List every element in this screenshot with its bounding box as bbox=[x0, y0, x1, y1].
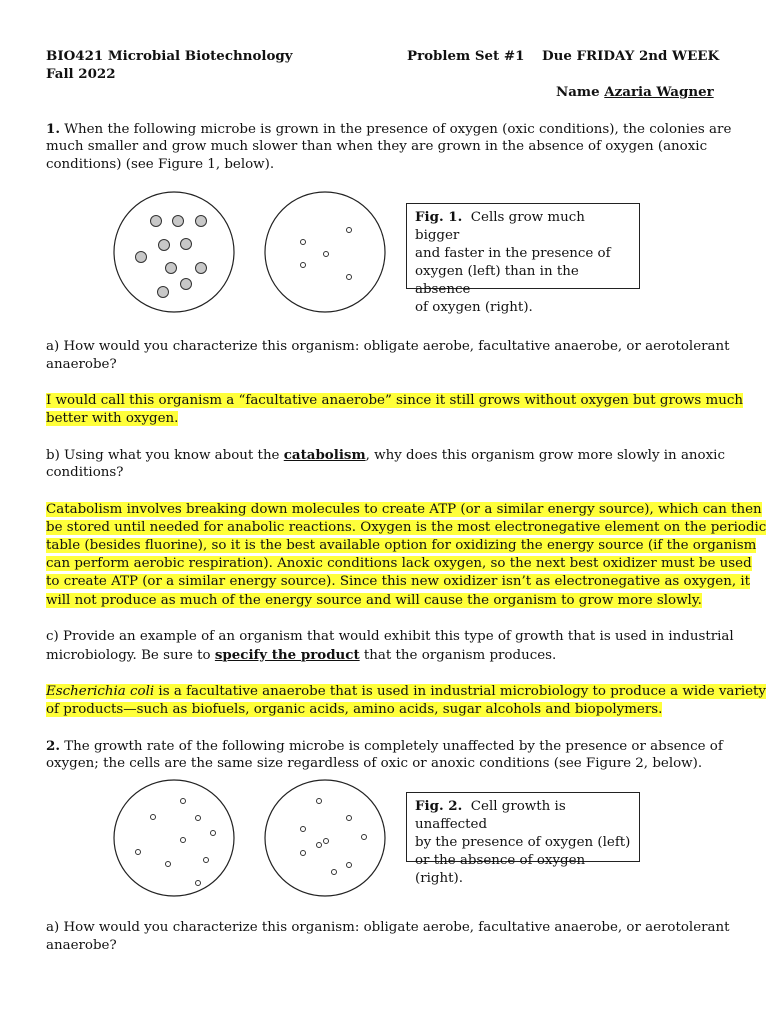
q1b-answer-6: will not produce as much of the energy source and will cause the organism to grow more slowly. bbox=[46, 593, 702, 608]
q1b-answer-3: table (besides fluorine), so it is the best available option for oxidizing the energy source (if the organism bbox=[46, 538, 757, 553]
q2-intro-line-1: 2. The growth rate of the following microbe is completely unaffected by the presence or absence of bbox=[46, 738, 723, 754]
q1b-line-1: b) Using what you know about the catabolism, why does this organism grow more slowly in anoxic bbox=[46, 447, 725, 463]
q1-intro-line-3: conditions) (see Figure 1, below). bbox=[46, 157, 275, 172]
q1b-answer-4: can perform aerobic respiration). Anoxic conditions lack oxygen, so the next best oxidizer must be used bbox=[46, 556, 752, 571]
term: Fall 2022 bbox=[46, 66, 116, 82]
name-field bbox=[556, 83, 714, 101]
q2-number: 2. bbox=[46, 738, 60, 754]
q2-intro-line-2: oxygen; the cells are the same size regardless of oxic or anoxic conditions (see Figure 2, below). bbox=[46, 756, 703, 771]
fig1-anoxic-dish bbox=[263, 190, 387, 314]
q1c-answer-2: of products—such as biofuels, organic acids, amino acids, sugar alcohols and biopolymers. bbox=[46, 702, 663, 717]
fig1-label: Fig. 1. bbox=[415, 209, 463, 225]
fig2-label: Fig. 2. bbox=[415, 798, 463, 814]
catabolism-keyword: catabolism bbox=[283, 447, 366, 463]
student-name: Azaria Wagner bbox=[604, 84, 714, 100]
organism-name: Escherichia coli bbox=[46, 684, 155, 699]
fig1-oxic-dish bbox=[112, 190, 236, 314]
q1-intro-line-1: 1. When the following microbe is grown in the presence of oxygen (oxic conditions), the colonies are bbox=[46, 121, 732, 137]
fig2-anoxic-dish bbox=[263, 778, 387, 898]
q1-intro-line-2: much smaller and grow much slower than when they are grown in the absence of oxygen (anoxic bbox=[46, 139, 708, 154]
q1a-line-1: a) How would you characterize this organism: obligate aerobe, facultative anaerobe, or aerotolerant bbox=[46, 339, 730, 354]
q1b-line-2: conditions? bbox=[46, 465, 124, 480]
fig2-oxic-dish bbox=[112, 778, 236, 898]
q1a-answer-1: I would call this organism a “facultative anaerobe” since it still grows without oxygen but grows much bbox=[46, 393, 743, 408]
problem-set-label: Problem Set #1 bbox=[407, 48, 525, 64]
q1b-answer-5: to create ATP (or a similar energy source). Since this new oxidizer isn’t as electronegative as oxygen, it bbox=[46, 574, 751, 589]
specify-product-keyword: specify the product bbox=[214, 647, 360, 663]
q1b-answer-1: Catabolism involves breaking down molecules to create ATP (or a similar energy source), which can then bbox=[46, 502, 762, 517]
q1b-answer-2: be stored until needed for anabolic reactions. Oxygen is the most electronegative element on the periodic bbox=[46, 520, 767, 535]
q1a-answer-2: better with oxygen. bbox=[46, 411, 179, 426]
q1-number: 1. bbox=[46, 121, 60, 137]
fig2-caption-box: Fig. 2. Cell growth is unaffected by the presence of oxygen (left) or the absence of oxygen (right). bbox=[406, 792, 640, 862]
q1c-line-1: c) Provide an example of an organism that would exhibit this type of growth that is used in industrial bbox=[46, 629, 734, 644]
due-date: Due FRIDAY 2nd WEEK bbox=[542, 48, 720, 64]
q1a-line-2: anaerobe? bbox=[46, 357, 117, 372]
q2a-line-2: anaerobe? bbox=[46, 938, 117, 953]
q1c-answer-1: Escherichia coli is a facultative anaerobe that is used in industrial microbiology to produce a wide variety bbox=[46, 684, 766, 699]
q1c-line-2: microbiology. Be sure to specify the product that the organism produces. bbox=[46, 647, 557, 663]
name-label: Name bbox=[556, 84, 600, 100]
fig1-caption-box: Fig. 1. Cells grow much bigger and faster in the presence of oxygen (left) than in the absence of oxygen (right). bbox=[406, 203, 640, 289]
q2a-line-1: a) How would you characterize this organism: obligate aerobe, facultative anaerobe, or aerotolerant bbox=[46, 920, 730, 935]
course-title: BIO421 Microbial Biotechnology bbox=[46, 48, 293, 64]
